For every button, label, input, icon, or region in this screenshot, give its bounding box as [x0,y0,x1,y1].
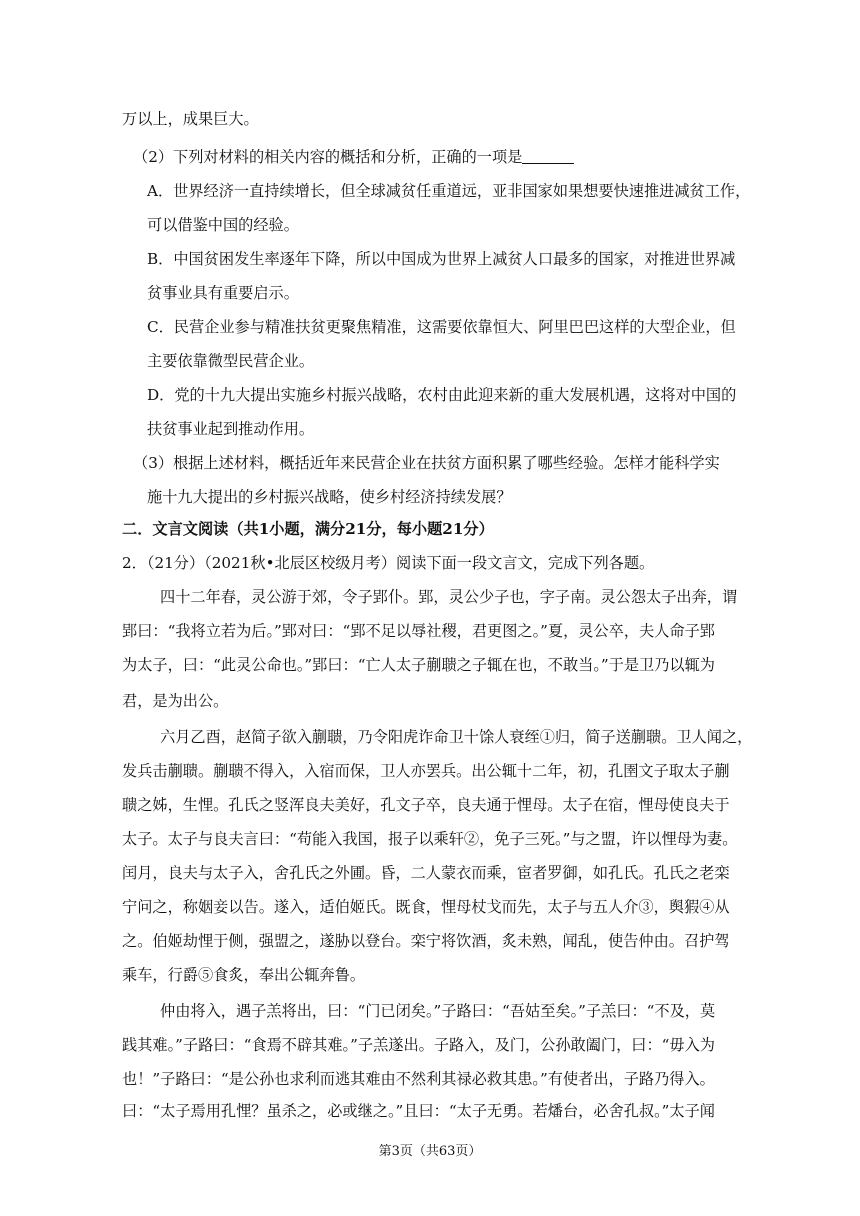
text-line: 发兵击蒯聩。蒯聩不得入，入宿而保，卫人亦罢兵。出公辄十二年，初，孔圉文子取太子蒯 [122,762,730,780]
text-line: 践其难。”子路曰：“食焉不辟其难。”子羔遂出。子路入，及门，公孙敢阖门，曰：“毋入为 [122,1036,715,1054]
text-line: 四十二年春，灵公游于郊，令子郢仆。郢，灵公少子也，字子南。灵公怨太子出奔，谓 [160,588,738,606]
text-line: 可以借鉴中国的经验。 [147,216,299,234]
text-line: 太子。太子与良夫言曰：“苟能入我国，报子以乘轩②，免子三死。”与之盟，许以悝母为妻。 [122,830,738,848]
text-line: 乘车，行爵⑤食炙，奉出公辄奔鲁。 [122,966,365,984]
text-line: 为太子，曰：“此灵公命也。”郢曰：“亡人太子蒯聩之子辄在也，不敢当。”于是卫乃以辄为 [122,656,715,674]
text-line: D．党的十九大提出实施乡村振兴战略，农村由此迎来新的重大发展机遇，这将对中国的 [147,386,737,404]
text-line: 之。伯姬劫悝于侧，强盟之，遂胁以登台。栾宁将饮酒，炙未熟，闻乱，使告仲由。召护驾 [122,932,730,950]
text-line: 郢曰：“我将立若为后。”郢对曰：“郢不足以辱社稷，君更图之。”夏，灵公卒，夫人命子郢 [122,622,715,640]
text-line: 曰：“太子焉用孔悝？虽杀之，必或继之。”且曰：“太子无勇。若燔台，必舍孔叔。”太子闻 [122,1102,715,1120]
text-line: B．中国贫困发生率逐年下降，所以中国成为世界上减贫人口最多的国家，对推进世界减 [147,250,736,268]
text-line: 贫事业具有重要启示。 [147,284,299,302]
text-line: C．民营企业参与精准扶贫更聚焦精准，这需要依靠恒大、阿里巴巴这样的大型企业，但 [147,318,736,336]
text-line: 君，是为出公。 [122,692,229,710]
text-line: 二．文言文阅读（共1小题，满分21分，每小题21分） [122,520,494,538]
page-footer: 第3页（共63页） [378,1144,482,1159]
text-line: （3）根据上述材料，概括近年来民营企业在扶贫方面积累了哪些经验。怎样才能科学实 [133,454,720,472]
text-line: （2）下列对材料的相关内容的概括和分析，正确的一项是 [133,146,574,168]
text-line: 扶贫事业起到推动作用。 [147,420,315,438]
text-line: 闰月，良夫与太子入，舍孔氏之外圃。昏，二人蒙衣而乘，宦者罗御，如孔氏。孔氏之老栾 [122,864,730,882]
text-line: 六月乙酉，赵简子欲入蒯聩，乃令阳虎诈命卫十馀人衰绖①归，简子送蒯聩。卫人闻之， [160,728,753,746]
text-line: A．世界经济一直持续增长，但全球减贫任重道远，亚非国家如果想要快速推进减贫工作， [147,182,751,200]
text-line: 宁问之，称姻妾以告。遂入，适伯姬氏。既食，悝母杖戈而先，太子与五人介③，舆猳④从 [122,898,730,916]
text-line: 2．（21分）（2021秋•北辰区校级月考）阅读下面一段文言文，完成下列各题。 [122,554,655,572]
text-line: 主要依靠微型民营企业。 [147,352,315,370]
text-line: 仲由将入，遇子羔将出，曰：“门已闭矣。”子路曰：“吾姑至矣。”子羔曰：“不及，莫 [160,1002,716,1020]
answer-blank[interactable] [522,147,574,164]
text-line: 万以上，成果巨大。 [122,110,259,128]
text-line: 施十九大提出的乡村振兴战略，使乡村经济持续发展？ [147,488,512,506]
text-line: 也！”子路曰：“是公孙也求利而逃其难由不然利其禄必救其患。”有使者出，子路乃得入。 [122,1070,715,1088]
text-line: 聩之姊，生悝。孔氏之竖浑良夫美好，孔文子卒，良夫通于悝母。太子在宿，悝母使良夫于 [122,796,730,814]
